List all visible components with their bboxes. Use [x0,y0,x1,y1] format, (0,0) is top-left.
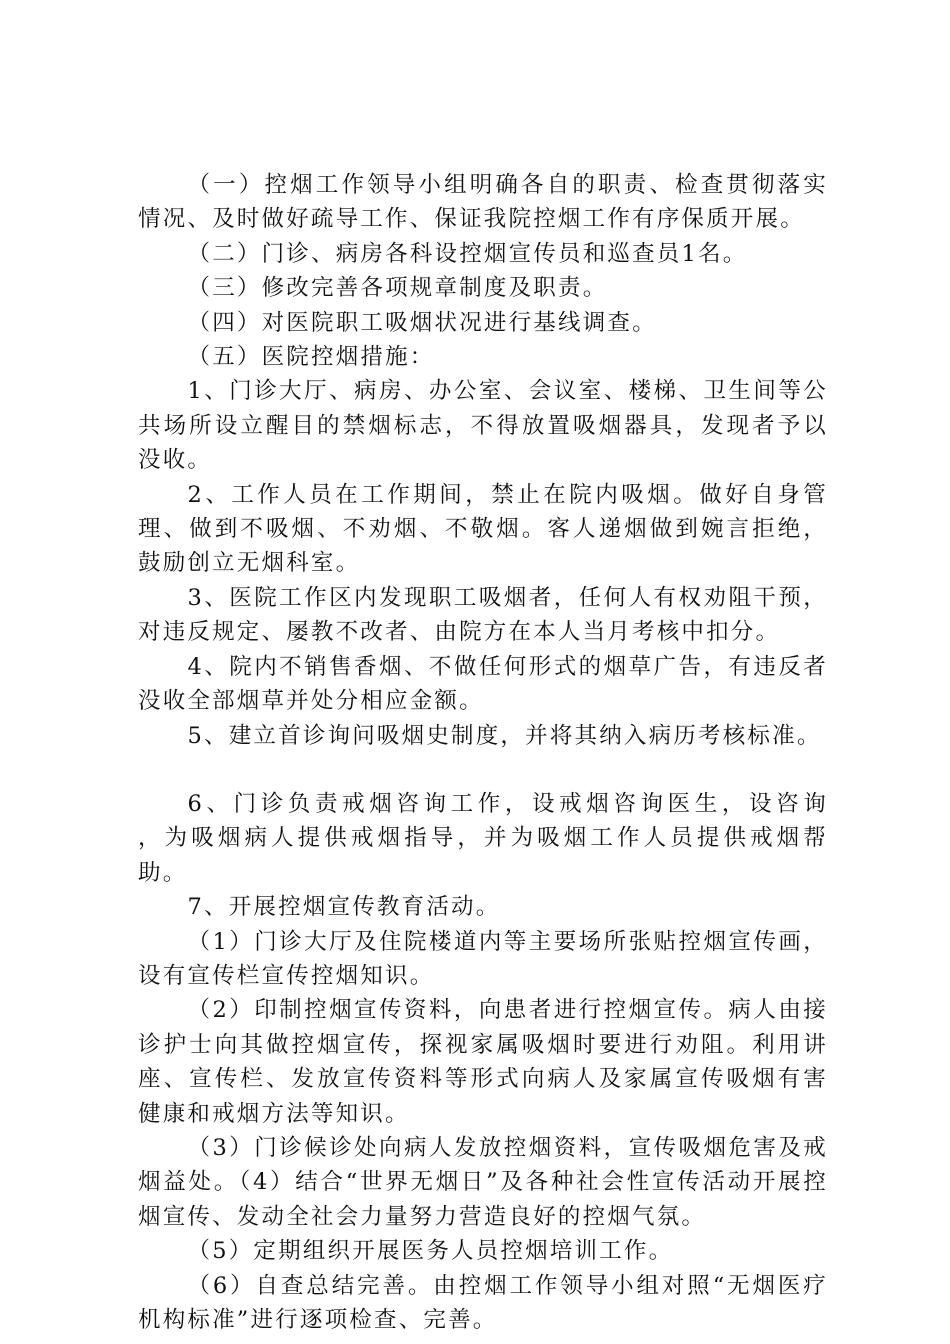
paragraph-6: 1、门诊大厅、病房、办公室、会议室、楼梯、卫生间等公共场所设立醒目的禁烟标志，不得放置吸烟器具，发现者予以没收。 [138,378,828,474]
paragraph-15: （3）门诊候诊处向病人发放控烟资料，宣传吸烟危害及戒烟益处。（4）结合“世界无烟日”及各种社会性宣传活动开展控烟宣传、发动全社会力量努力营造良好的控烟气氛。 [138,1134,828,1230]
document-body [138,168,878,1337]
paragraph-10: 5、建立首诊询问吸烟史制度，并将其纳入病历考核标准。 [187,722,822,749]
paragraph-5: （五）医院控烟措施： [187,344,435,371]
paragraph-3: （三）修改完善各项规章制度及职责。 [187,275,608,302]
paragraph-2: （二）门诊、病房各科设控烟宣传员和巡查员1名。 [187,240,748,267]
paragraph-16: （5）定期组织开展医务人员控烟培训工作。 [187,1238,674,1265]
paragraph-9: 4、院内不销售香烟、不做任何形式的烟草广告，有违反者没收全部烟草并处分相应金额。 [138,653,828,715]
paragraph-11: 6、门诊负责戒烟咨询工作，设戒烟咨询医生，设咨询 ，为吸烟病人提供戒烟指导，并为吸烟工作人员提供戒烟帮助。 [138,790,878,886]
paragraph-7: 2、工作人员在工作期间，禁止在院内吸烟。做好自身管理、做到不吸烟、不劝烟、不敬烟。客人递烟做到婉言拒绝，鼓励创立无烟科室。 [138,481,828,577]
paragraph-8: 3、医院工作区内发现职工吸烟者，任何人有权劝阻干预，对违反规定、屡教不改者、由院方在本人当月考核中扣分。 [138,584,828,646]
paragraph-12: 7、开展控烟宣传教育活动。 [187,894,501,921]
blank-line [138,753,828,787]
paragraph-13: （1）门诊大厅及住院楼道内等主要场所张贴控烟宣传画，设有宣传栏宣传控烟知识。 [138,928,828,989]
paragraph-14: （2）印制控烟宣传资料，向患者进行控烟宣传。病人由接诊护士向其做控烟宣传，探视家属吸烟时要进行劝阻。利用讲座、宣传栏、发放宣传资料等形式向病人及家属宣传吸烟有害健康和戒烟方法等知识。 [138,997,828,1127]
paragraph-17: （6）自查总结完善。由控烟工作领导小组对照“无烟医疗机构标准”进行逐项检查、完善。 [138,1272,828,1333]
paragraph-1: （一）控烟工作领导小组明确各自的职责、检查贯彻落实情况、及时做好疏导工作、保证我院控烟工作有序保质开展。 [138,172,828,233]
paragraph-4: （四）对医院职工吸烟状况进行基线调查。 [187,309,657,336]
